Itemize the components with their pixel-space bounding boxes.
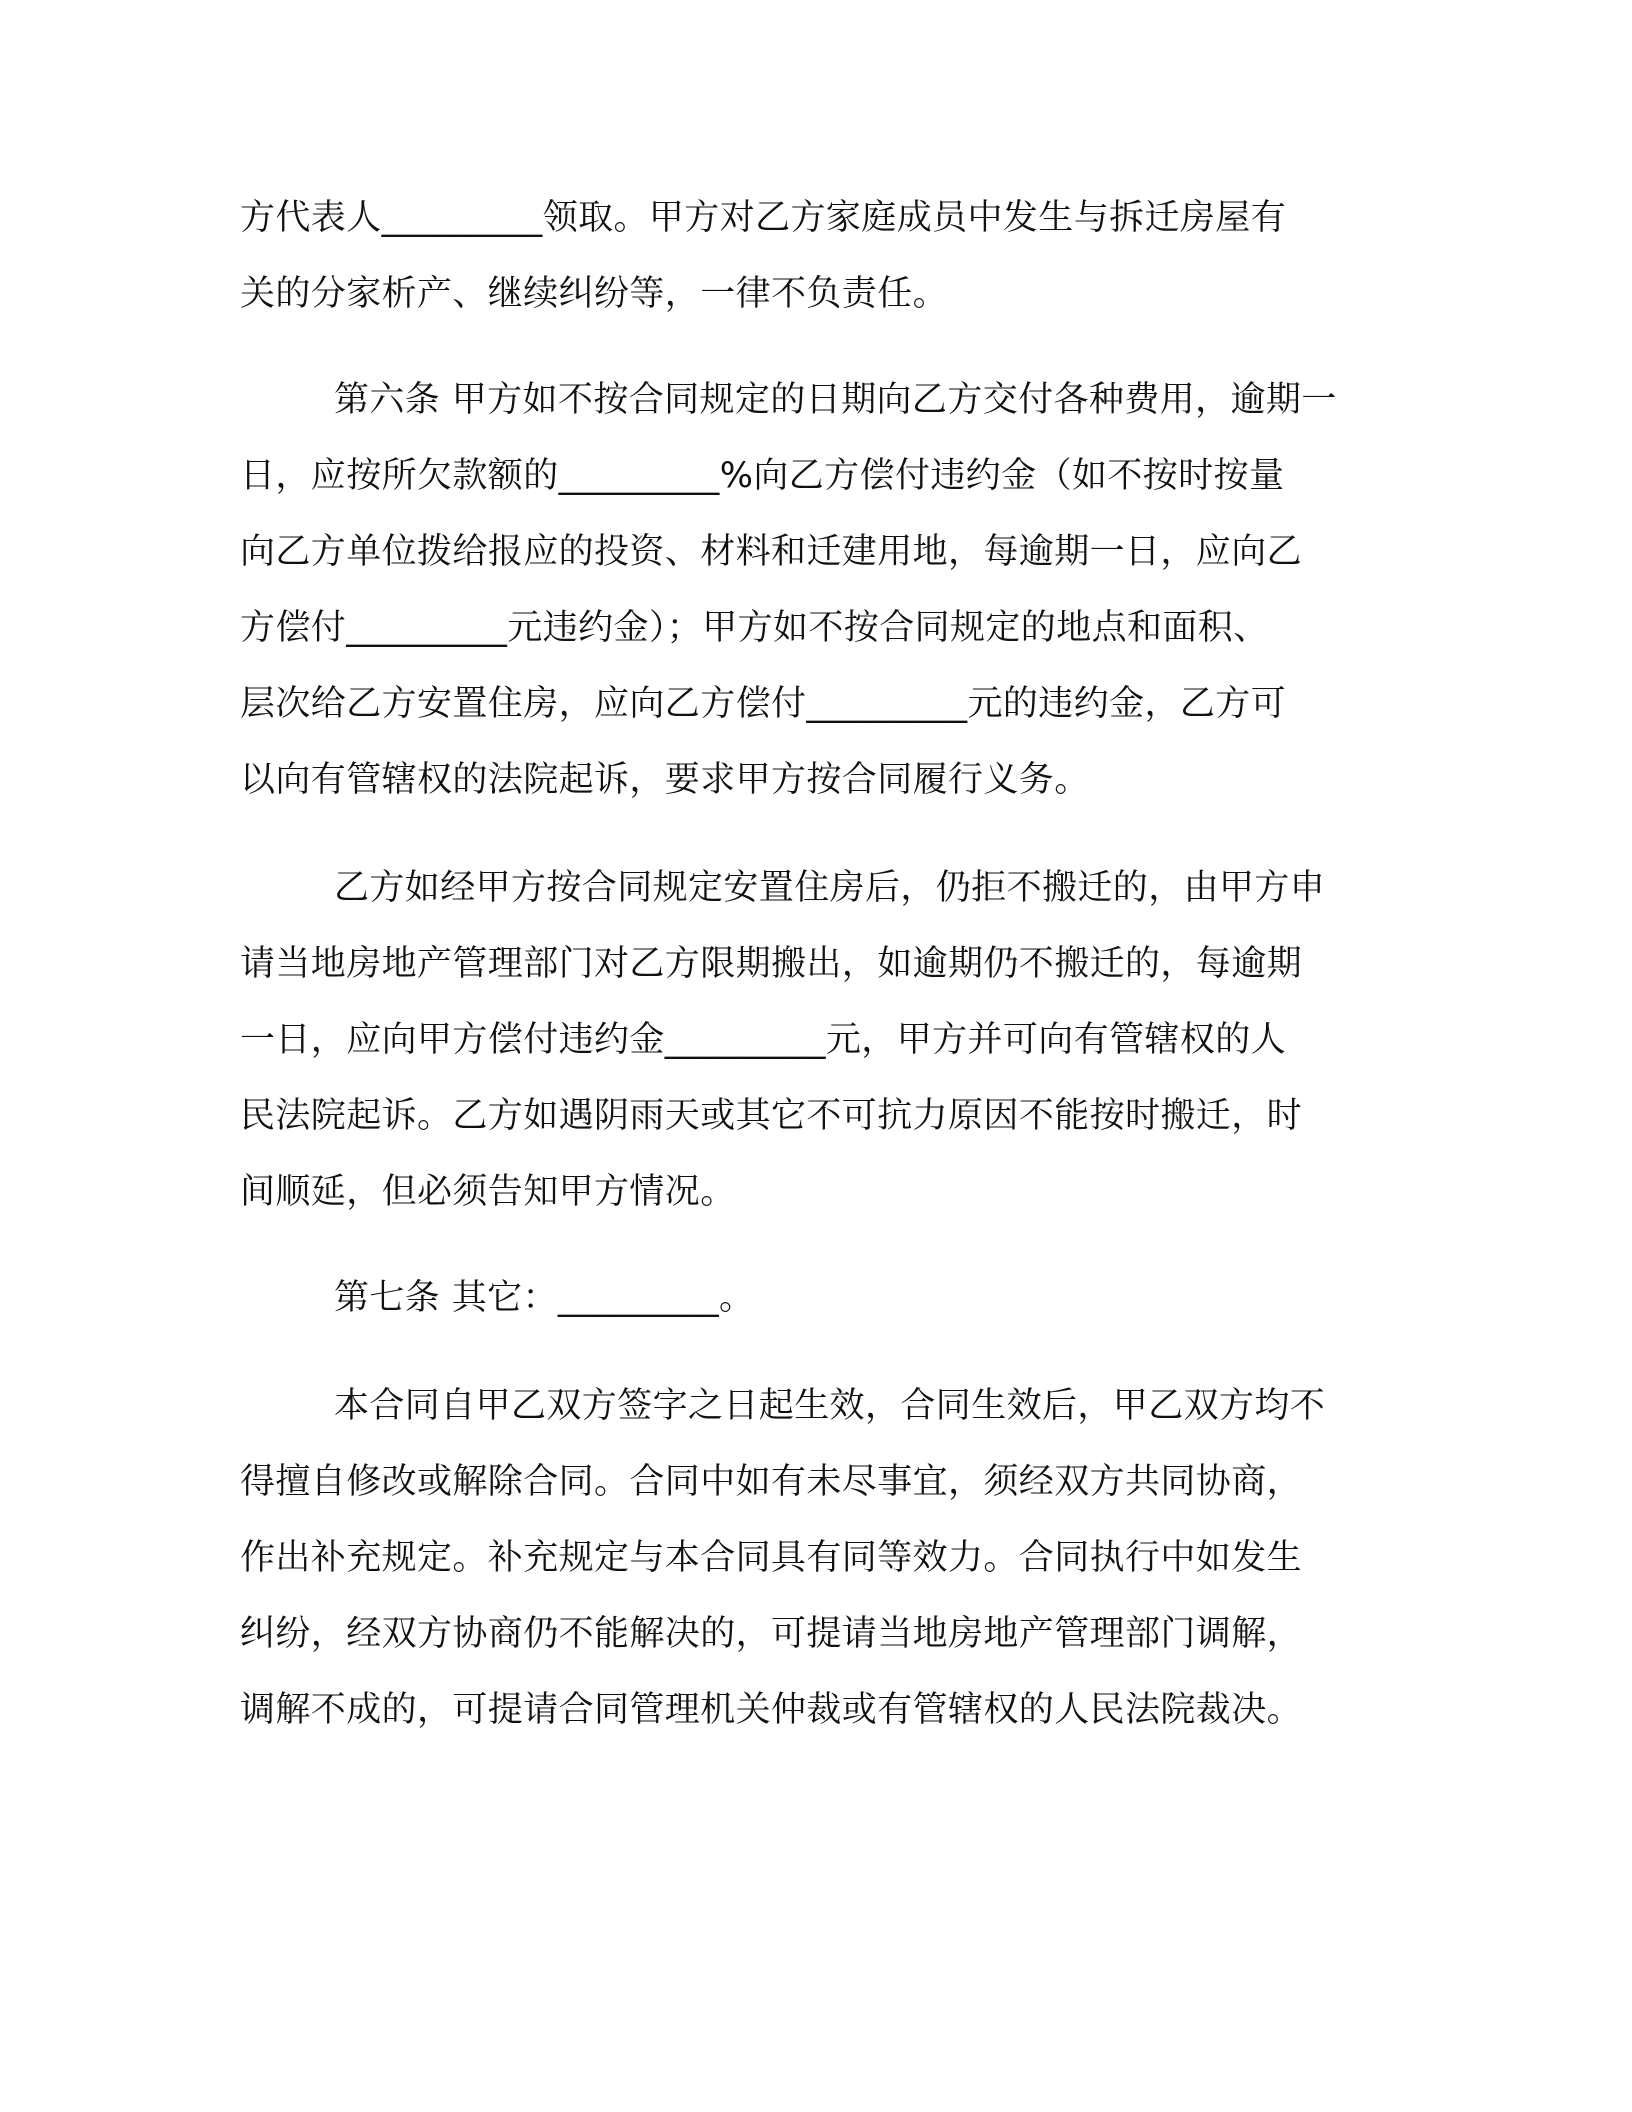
text-line: 向乙方单位拨给报应的投资、材料和迁建用地，每逾期一日，应向乙 [240,532,1303,572]
paragraph-article-6 [240,362,1390,818]
text-line: 调解不成的，可提请合同管理机关仲裁或有管辖权的人民法院裁决。 [240,1690,1303,1730]
text-line: 日，应按所欠款额的_________%向乙方偿付违约金（如不按时按量 [240,456,1285,496]
paragraph-continuation [240,180,1390,332]
text-line: 纠纷，经双方协商仍不能解决的，可提请当地房地产管理部门调解， [240,1614,1303,1654]
text-line: 作出补充规定。补充规定与本合同具有同等效力。合同执行中如发生 [240,1538,1303,1578]
text-line: 得擅自修改或解除合同。合同中如有未尽事宜，须经双方共同协商， [240,1462,1303,1502]
text-line: 方代表人_________领取。甲方对乙方家庭成员中发生与拆迁房屋有 [240,198,1287,238]
text-line: 请当地房地产管理部门对乙方限期搬出，如逾期仍不搬迁的，每逾期 [240,944,1303,984]
text-line: 以向有管辖权的法院起诉，要求甲方按合同履行义务。 [240,760,1090,800]
text-line: 第七条 其它：_________。 [334,1278,755,1318]
text-line: 乙方如经甲方按合同规定安置住房后，仍拒不搬迁的，由甲方申 [334,868,1326,908]
paragraph-party-b-obligation [240,850,1390,1230]
text-line: 一日，应向甲方偿付违约金_________元，甲方并可向有管辖权的人 [240,1020,1287,1060]
text-line: 方偿付_________元违约金）；甲方如不按合同规定的地点和面积、 [240,608,1269,648]
text-line: 间顺延，但必须告知甲方情况。 [240,1172,736,1212]
text-line: 层次给乙方安置住房，应向乙方偿付_________元的违约金，乙方可 [240,684,1287,724]
text-line: 本合同自甲乙双方签字之日起生效，合同生效后，甲乙双方均不 [334,1386,1326,1426]
paragraph-effectiveness [240,1368,1390,1748]
paragraph-article-7 [240,1260,1390,1336]
text-line: 关的分家析产、继续纠纷等，一律不负责任。 [240,274,949,314]
text-line: 民法院起诉。乙方如遇阴雨天或其它不可抗力原因不能按时搬迁，时 [240,1096,1303,1136]
text-line: 第六条 甲方如不按合同规定的日期向乙方交付各种费用，逾期一 [334,380,1337,420]
